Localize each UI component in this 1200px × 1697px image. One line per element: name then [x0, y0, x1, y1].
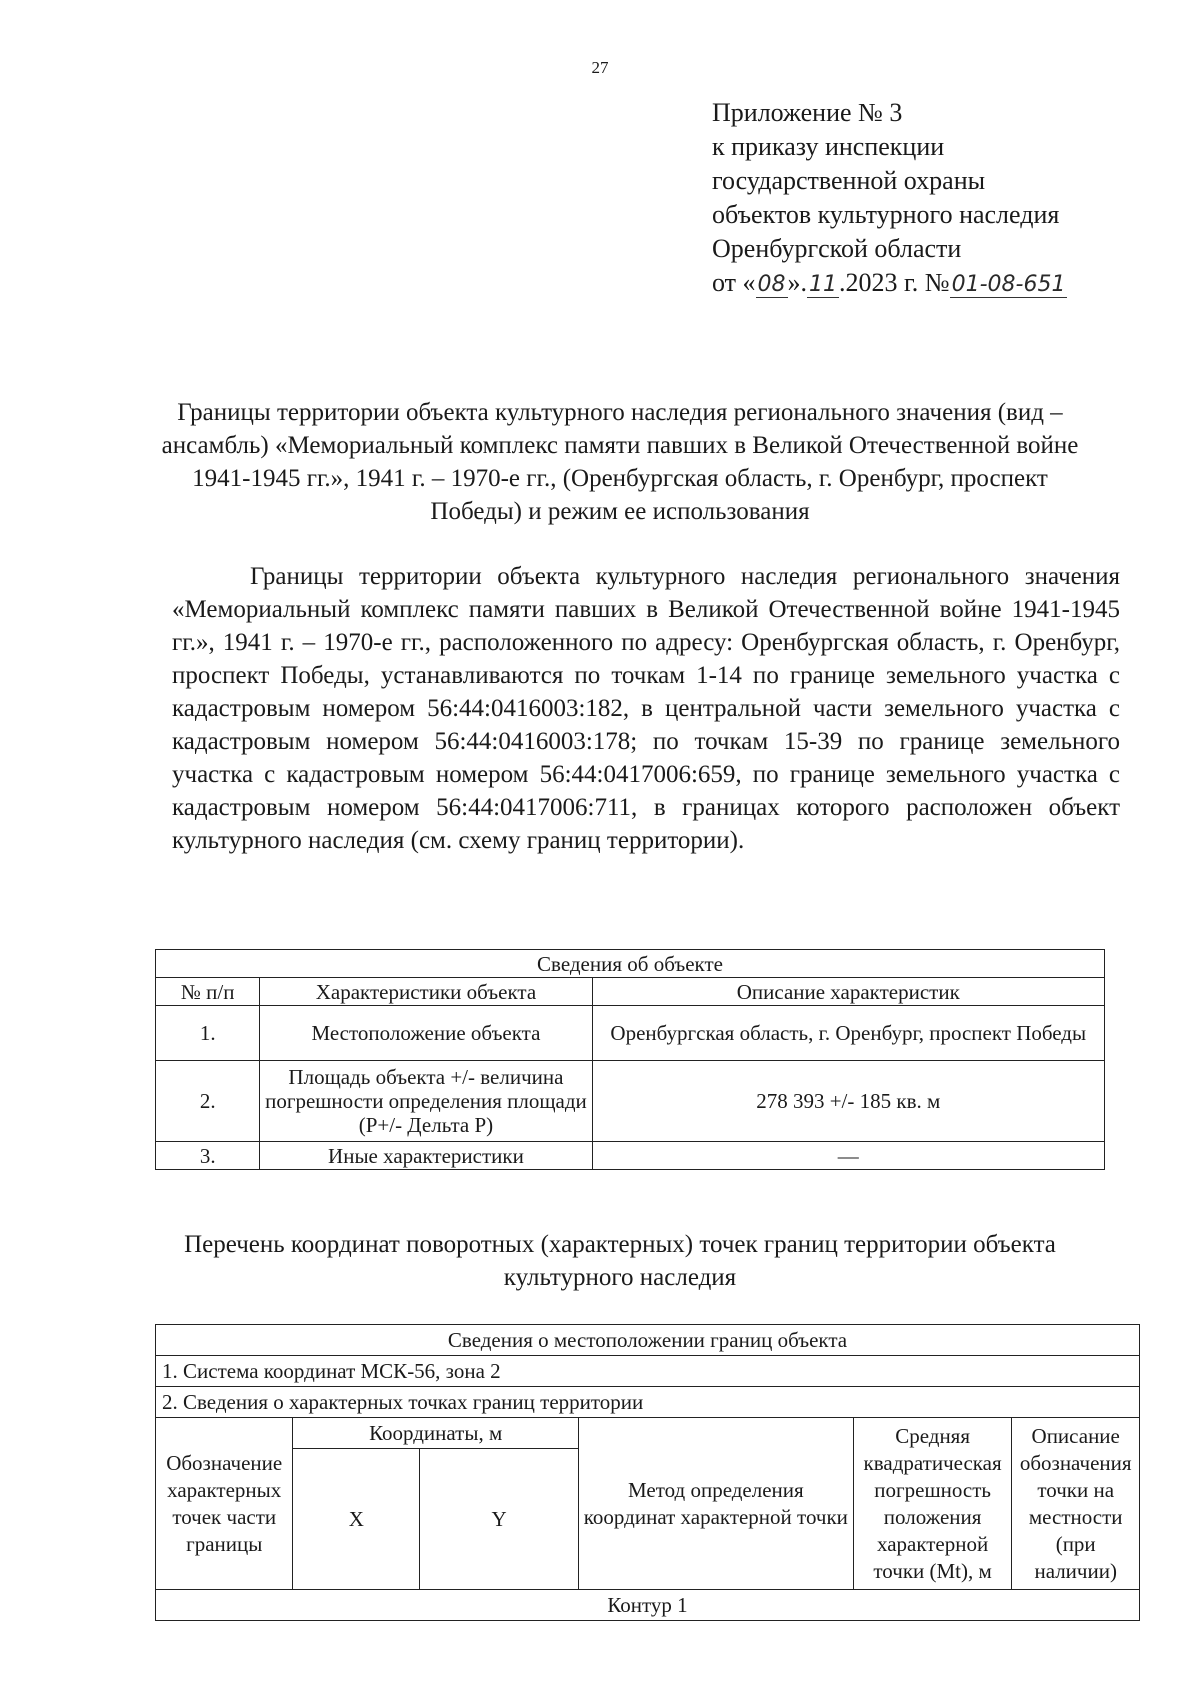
row-number: 1. [156, 1006, 260, 1061]
row-characteristic: Иные характеристики [260, 1142, 592, 1170]
table-row [156, 1006, 1105, 1061]
appendix-line: Приложение № 3 [712, 98, 903, 127]
row-description: — [592, 1142, 1104, 1170]
coordinates-section-title: Перечень координат поворотных (характерных) точек границ территории объекта культурного наследия [184, 1231, 1056, 1291]
handwritten-order-number: 01-08-651 [951, 272, 1066, 297]
document-title: Границы территории объекта культурного наследия регионального значения (вид – ансамбль) «Мемориальный комплекс памяти павших в Великой Отечественной войне 1941-1945 гг.», 1941 г. – 1970-е гг., (Оренбургская область, г. Оренбург, проспект Победы) и режим ее использования [161, 399, 1079, 525]
page-number: 27 [591, 58, 609, 77]
row-description: Оренбургская область, г. Оренбург, проспект Победы [592, 1006, 1104, 1061]
row-description: 278 393 +/- 185 кв. м [592, 1061, 1104, 1142]
column-header-number: № п/п [156, 978, 260, 1006]
points-heading: 2. Сведения о характерных точках границ территории [156, 1387, 1140, 1418]
order-date-line [712, 266, 1067, 302]
table-row [156, 1142, 1105, 1170]
row-number: 2. [156, 1061, 260, 1142]
column-header-method: Метод определения координат характерной точки [578, 1418, 853, 1590]
appendix-line: Оренбургской области [712, 234, 962, 263]
contour-label: Контур 1 [156, 1590, 1140, 1621]
handwritten-month: 11 [809, 272, 838, 297]
handwritten-day: 08 [757, 272, 786, 297]
coordinate-system: 1. Система координат МСК-56, зона 2 [156, 1356, 1140, 1387]
date-prefix: от « [712, 268, 756, 297]
appendix-line: государственной охраны [712, 166, 986, 195]
appendix-block [712, 96, 1067, 302]
column-header-x: X [293, 1449, 420, 1590]
body-paragraph: Границы территории объекта культурного наследия регионального значения «Мемориальный комплекс памяти павших в Великой Отечественной войне 1941-1945 гг.», 1941 г. – 1970-е гг., расположенного по адресу: Оренбургская область, г. Оренбург, проспект Победы, устанавливаются по точкам 1-14 по границе земельного участка с кадастровым номером 56:44:0416003:182, в центральной части земельного участка с кадастровым номером 56:44:0416003:178; по точкам 15-39 по границе земельного участка с кадастровым номером 56:44:0417006:659, по границе земельного участка с кадастровым номером 56:44:0417006:711, в границах которого расположен объект культурного наследия (см. схему границ территории). [172, 563, 1120, 854]
row-characteristic: Местоположение объекта [260, 1006, 592, 1061]
date-suffix: .2023 г. № [839, 268, 950, 297]
table-caption: Сведения об объекте [156, 950, 1105, 978]
column-header-error: Средняя квадратическая погрешность положения характерной точки (Mt), м [853, 1418, 1012, 1590]
column-header-description: Описание характеристик [592, 978, 1104, 1006]
column-header-y: Y [420, 1449, 579, 1590]
table-row [156, 1061, 1105, 1142]
column-header-coordinates: Координаты, м [293, 1418, 578, 1449]
coordinates-table [155, 1324, 1140, 1621]
column-header-designation: Обозначение характерных точек части границы [156, 1418, 293, 1590]
date-mid: ». [787, 268, 808, 297]
appendix-line: к приказу инспекции [712, 132, 945, 161]
object-info-table [155, 949, 1105, 1170]
row-characteristic: Площадь объекта +/- величина погрешности определения площади (P+/- Дельта P) [260, 1061, 592, 1142]
table-caption: Сведения о местоположении границ объекта [156, 1325, 1140, 1356]
column-header-point-description: Описание обозначения точки на местности (при наличии) [1012, 1418, 1140, 1590]
column-header-characteristic: Характеристики объекта [260, 978, 592, 1006]
appendix-line: объектов культурного наследия [712, 200, 1060, 229]
row-number: 3. [156, 1142, 260, 1170]
